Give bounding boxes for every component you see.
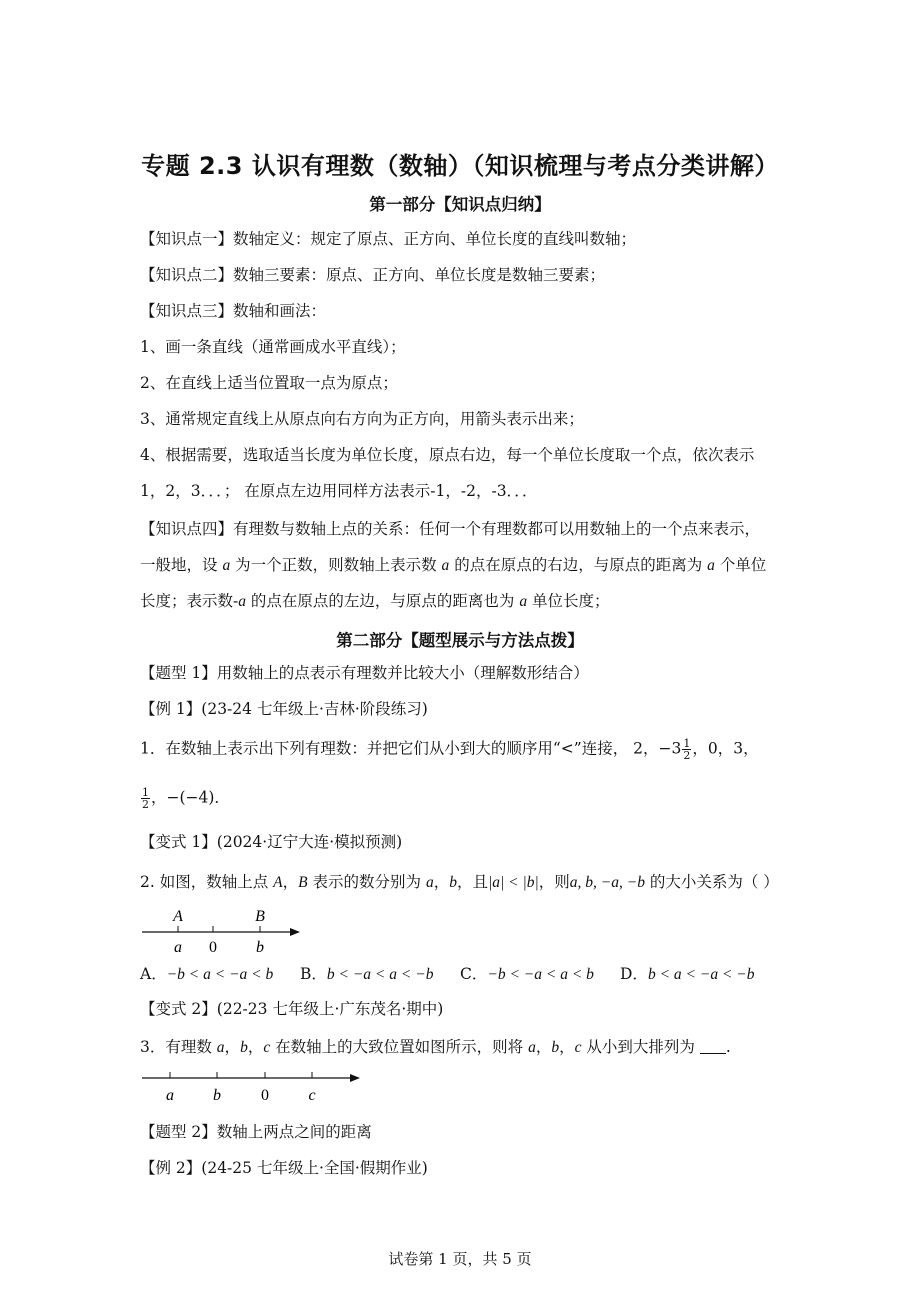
knowledge-point-1: 【知识点一】数轴定义：规定了原点、正方向、单位长度的直线叫数轴；: [140, 230, 637, 248]
fraction-one-half: $\frac{1}{2}$: [142, 786, 149, 811]
question-type-1: 【题型 1】用数轴上的点表示有理数并比较大小（理解数形结合）: [140, 664, 589, 682]
question-2-options: [140, 964, 790, 985]
label-a: a: [174, 939, 182, 956]
answer-blank[interactable]: [700, 1039, 726, 1054]
knowledge-point-4-line-2: 一般地，设 a 为一个正数，则数轴上表示数 a 的点在原点的右边，与原点的距离为 a 个单位: [140, 556, 767, 574]
axis-arrow-icon: [290, 928, 300, 936]
step-1: 1、画一条直线（通常画成水平直线）；: [140, 338, 406, 356]
step-3: 3、通常规定直线上从原点向右方向为正方向，用箭头表示出来；: [140, 410, 584, 428]
variant-1-source: 【变式 1】(2024·辽宁大连·模拟预测): [140, 833, 403, 851]
section-heading-part1: 第一部分【知识点归纳】: [369, 195, 551, 214]
page-footer: 试卷第 1 页，共 5 页: [388, 1250, 532, 1268]
knowledge-point-4-line-3: 长度；表示数-a 的点在原点的左边，与原点的距离也为 a 单位长度；: [140, 592, 610, 610]
axis-arrow-icon: [350, 1074, 360, 1082]
question-1-cont: $\frac{1}{2}$ ，−(−4)．: [142, 786, 230, 811]
example-2-source: 【例 2】(24-25 七年级上·全国·假期作业): [140, 1159, 428, 1177]
number-line-figure-1: [140, 904, 310, 958]
variant-2-source: 【变式 2】(22-23 七年级上·广东茂名·期中): [140, 1000, 444, 1018]
question-type-2: 【题型 2】数轴上两点之间的距离: [140, 1123, 372, 1141]
example-1-source: 【例 1】(23-24 七年级上·吉林·阶段练习): [140, 700, 428, 718]
label-b: b: [213, 1087, 221, 1104]
question-2: 2. 如图，数轴上点 A，B 表示的数分别为 a，b，且|a| < |b|，则a, b, −a, −b 的大小关系为（ ）: [140, 873, 779, 891]
question-1: 1．在数轴上表示出下列有理数：并把它们从小到大的顺序用“<”连接， 2，−3 $\frac{1}{2}$ ，0，3，: [140, 737, 759, 762]
option-a[interactable]: A．−b < a < −a < b: [140, 965, 274, 983]
label-zero: 0: [261, 1087, 269, 1104]
fraction-one-half: $\frac{1}{2}$: [683, 737, 691, 762]
knowledge-point-2: 【知识点二】数轴三要素：原点、正方向、单位长度是数轴三要素；: [140, 266, 606, 284]
option-d[interactable]: D．b < a < −a < −b: [620, 965, 755, 983]
step-4-line-2: 1，2，3．．．； 在原点左边用同样方法表示-1，-2，-3．．．: [140, 482, 538, 500]
question-3: 3．有理数 a，b，c 在数轴上的大致位置如图所示，则将 a，b，c 从小到大排列为 .: [140, 1038, 731, 1056]
number-line-figure-2: [140, 1068, 370, 1108]
label-B: B: [255, 908, 265, 925]
label-A: A: [173, 908, 183, 925]
label-b: b: [256, 939, 264, 956]
label-c: c: [308, 1087, 316, 1104]
page-title: 专题 2.3 认识有理数（数轴）（知识梳理与考点分类讲解）: [141, 152, 779, 180]
step-4-line-1: 4、根据需要，选取适当长度为单位长度，原点右边，每一个单位长度取一个点，依次表示: [140, 446, 755, 464]
label-zero: 0: [209, 939, 217, 956]
knowledge-point-4-line-1: 【知识点四】有理数与数轴上点的关系：任何一个有理数都可以用数轴上的一个点来表示，: [140, 520, 761, 538]
knowledge-point-3: 【知识点三】数轴和画法：: [140, 302, 327, 320]
option-c[interactable]: C．−b < −a < a < b: [460, 965, 594, 983]
section-heading-part2: 第二部分【题型展示与方法点拨】: [336, 631, 584, 650]
step-2: 2、在直线上适当位置取一点为原点；: [140, 374, 398, 392]
label-a: a: [166, 1087, 174, 1104]
option-b[interactable]: B．b < −a < a < −b: [300, 965, 434, 983]
